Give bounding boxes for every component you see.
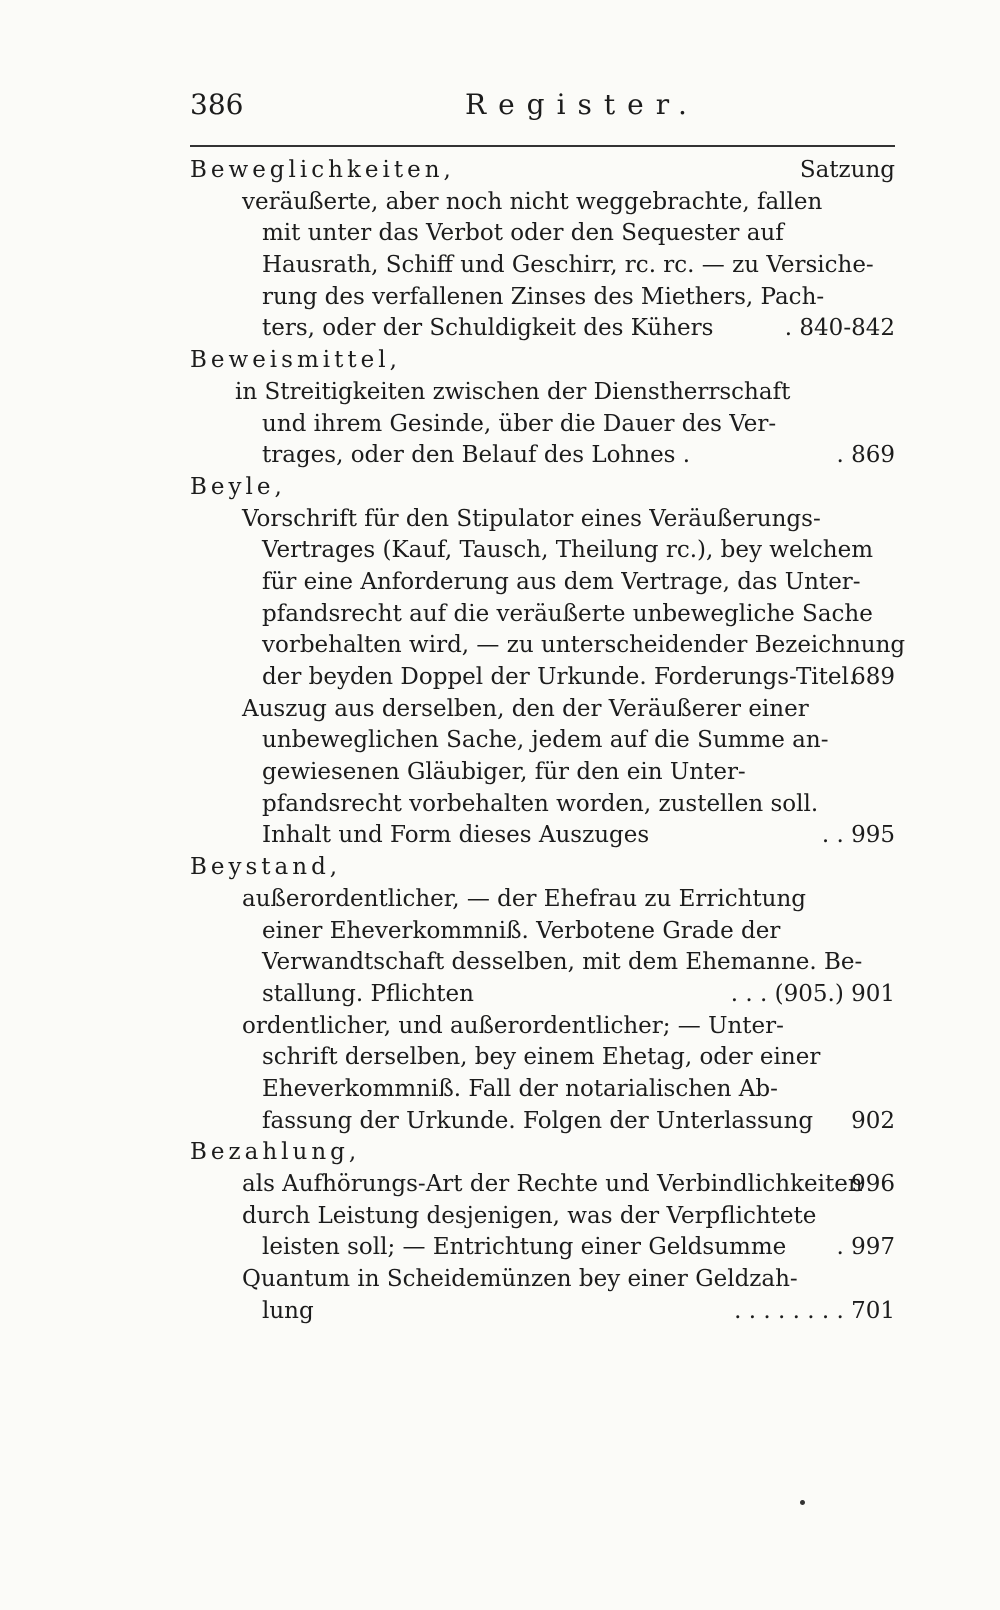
entry-text: trages, oder den Belauf des Lohnes . [262,442,691,469]
register-line [190,1074,895,1106]
entry-text: gewiesenen Gläubiger, für den ein Unter- [262,759,746,786]
register-line [190,979,895,1011]
register-line [190,1264,895,1296]
register-line [190,1201,895,1233]
entry-text: einer Eheverkommniß. Verbotene Grade der [262,917,781,944]
paper-speck [800,1500,805,1505]
register-line [190,535,895,567]
entry-text: in Streitigkeiten zwischen der Dienstherrschaft [235,378,791,405]
page-header [190,88,895,128]
page-reference: . 869 [836,442,895,469]
register-line [190,884,895,916]
entry-text: stallung. Pflichten [262,980,474,1007]
register-headword [190,155,895,187]
entry-text: Eheverkommniß. Fall der notarialischen Ab- [262,1075,778,1102]
register-line [190,916,895,948]
register-line [190,947,895,979]
page-number: 386 [190,88,244,121]
entry-text: Beweismittel, [190,347,401,374]
entry-text: mit unter das Verbot oder den Sequester auf [262,220,784,247]
entry-text: pfandsrecht auf die veräußerte unbewegliche Sache [262,600,873,627]
page-reference: 902 [851,1107,895,1134]
entry-text: pfandsrecht vorbehalten worden, zustellen soll. [262,790,819,817]
entry-text: Beystand, [190,854,342,881]
page-reference: . 997 [836,1234,895,1261]
entry-text: Vorschrift für den Stipulator eines Veräußerungs- [242,505,821,532]
entry-text: Vertrages (Kauf, Tausch, Theilung rc.), bey welchem [262,537,874,564]
register-line [190,694,895,726]
entry-text: der beyden Doppel der Urkunde. Forderungs-Titel. [262,664,857,690]
entry-text: fassung der Urkunde. Folgen der Unterlassung [262,1107,814,1134]
entry-text: als Aufhörungs-Art der Rechte und Verbindlichkeiten [242,1171,863,1197]
entry-text: für eine Anforderung aus dem Vertrage, das Unter- [262,568,861,595]
register-line [190,1042,895,1074]
register-line [190,1106,895,1138]
entry-text: unbeweglichen Sache, jedem auf die Summe an- [262,727,829,754]
register-headword [190,1137,895,1169]
register-line [190,1296,895,1328]
register-headword [190,852,895,884]
register-line [190,1232,895,1264]
page-reference: . . 995 [821,822,895,849]
page-reference: Satzung [799,157,895,183]
entry-text: Hausrath, Schiff und Geschirr, rc. rc. — zu Versiche- [262,252,874,279]
register-headword [190,472,895,504]
register-line [190,377,895,409]
register-line [190,1011,895,1043]
register-line [190,630,906,662]
register-line [190,1169,895,1201]
entry-text: ordentlicher, und außerordentlicher; — Unter- [242,1012,784,1039]
page-reference: 996 [851,1171,895,1197]
running-title: Register. [465,88,699,121]
entry-text: durch Leistung desjenigen, was der Verpflichtete [242,1202,817,1229]
page-reference: . . . . . . . . 701 [734,1297,895,1324]
entry-text: Verwandtschaft desselben, mit dem Ehemanne. Be- [262,949,863,976]
header-rule [190,145,895,147]
register-line [190,789,895,821]
entry-text: Quantum in Scheidemünzen bey einer Geldzah- [242,1266,798,1293]
page-reference: . 840-842 [784,315,895,342]
register-line [190,282,895,314]
entry-text: Beweglichkeiten, [190,157,455,183]
register-line [190,599,895,631]
register-line [190,218,895,250]
register-line [190,567,895,599]
entry-text: veräußerte, aber noch nicht weggebrachte, fallen [242,188,823,215]
register-line [190,250,895,282]
register-line [190,757,895,789]
entry-text: rung des verfallenen Zinses des Miethers, Pach- [262,283,825,310]
register-headword [190,345,895,377]
entry-text: vorbehalten wird, — zu unterscheidender Bezeichnung [262,632,906,659]
register-entries [190,155,906,1327]
entry-text: Beyle, [190,473,286,500]
entry-text: Bezahlung, [190,1139,361,1166]
register-line [190,820,895,852]
page-reference: . . . (905.) 901 [730,980,895,1007]
entry-text: lung [262,1297,314,1324]
register-line [190,313,895,345]
register-line [190,440,895,472]
register-line [190,725,895,757]
register-line [190,662,895,694]
register-line [190,187,895,219]
entry-text: und ihrem Gesinde, über die Dauer des Ver- [262,410,777,437]
entry-text: außerordentlicher, — der Ehefrau zu Errichtung [242,885,807,912]
register-line [190,504,895,536]
page-reference: 689 [851,664,895,690]
entry-text: leisten soll; — Entrichtung einer Geldsumme [262,1234,787,1261]
entry-text: Auszug aus derselben, den der Veräußerer einer [242,695,809,722]
entry-text: Inhalt und Form dieses Auszuges [262,822,650,849]
entry-text: ters, oder der Schuldigkeit des Kühers [262,315,714,342]
entry-text: schrift derselben, bey einem Ehetag, oder einer [262,1044,821,1071]
register-line [190,409,895,441]
